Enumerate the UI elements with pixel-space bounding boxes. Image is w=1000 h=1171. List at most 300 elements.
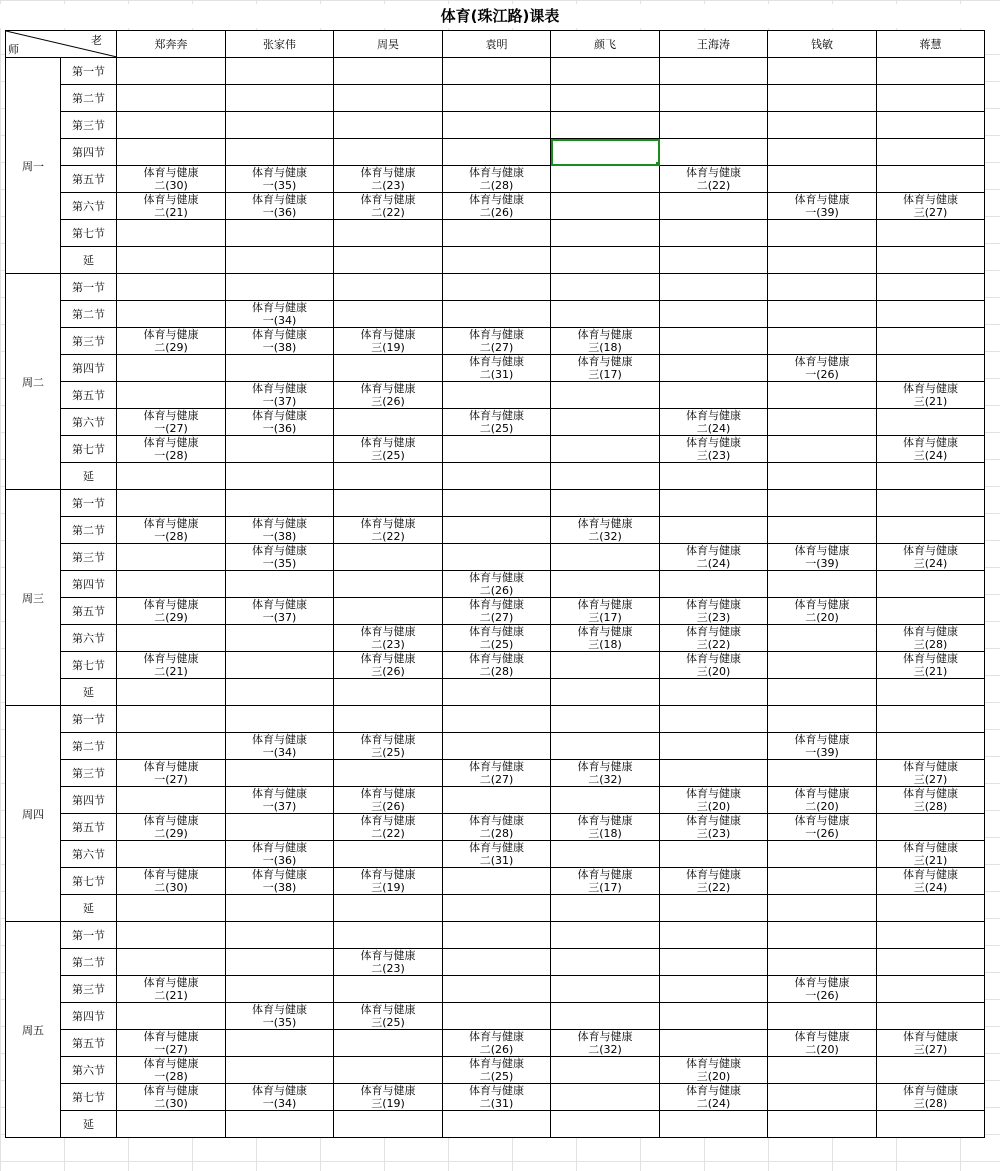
schedule-cell[interactable] (660, 382, 768, 409)
schedule-cell[interactable] (117, 247, 226, 274)
schedule-cell[interactable] (768, 895, 877, 922)
schedule-cell[interactable] (334, 544, 443, 571)
schedule-cell[interactable] (226, 760, 334, 787)
schedule-cell[interactable] (443, 85, 551, 112)
schedule-cell[interactable] (660, 1111, 768, 1138)
schedule-cell[interactable] (226, 328, 334, 355)
schedule-cell[interactable] (443, 598, 551, 625)
schedule-cell[interactable] (768, 868, 877, 895)
period-label[interactable]: 第四节 (61, 355, 117, 382)
schedule-cell[interactable] (551, 868, 660, 895)
period-label[interactable]: 第一节 (61, 706, 117, 733)
period-label[interactable]: 第一节 (61, 922, 117, 949)
schedule-cell[interactable] (551, 220, 660, 247)
schedule-cell[interactable] (443, 274, 551, 301)
schedule-cell[interactable] (660, 733, 768, 760)
schedule-cell[interactable] (226, 58, 334, 85)
schedule-cell[interactable] (334, 355, 443, 382)
day-label[interactable]: 周二 (6, 274, 61, 490)
schedule-cell[interactable] (877, 463, 985, 490)
period-label[interactable]: 第三节 (61, 544, 117, 571)
schedule-cell[interactable] (117, 760, 226, 787)
schedule-cell[interactable] (877, 436, 985, 463)
schedule-cell[interactable] (551, 733, 660, 760)
schedule-cell[interactable] (660, 85, 768, 112)
schedule-cell[interactable] (226, 949, 334, 976)
schedule-cell[interactable] (226, 652, 334, 679)
schedule-cell[interactable] (117, 166, 226, 193)
schedule-cell[interactable] (117, 922, 226, 949)
schedule-cell[interactable] (768, 328, 877, 355)
schedule-cell[interactable] (551, 1057, 660, 1084)
schedule-cell[interactable] (768, 814, 877, 841)
schedule-cell[interactable] (443, 1111, 551, 1138)
fill-handle[interactable] (656, 162, 660, 166)
schedule-cell[interactable] (334, 571, 443, 598)
schedule-cell[interactable] (660, 274, 768, 301)
period-label[interactable]: 第四节 (61, 1003, 117, 1030)
schedule-cell[interactable] (768, 976, 877, 1003)
schedule-cell[interactable] (660, 112, 768, 139)
schedule-cell[interactable] (334, 436, 443, 463)
schedule-cell[interactable] (226, 733, 334, 760)
schedule-cell[interactable] (768, 760, 877, 787)
schedule-cell[interactable] (877, 355, 985, 382)
schedule-cell[interactable] (660, 652, 768, 679)
schedule-cell[interactable] (877, 1084, 985, 1111)
schedule-cell[interactable] (768, 355, 877, 382)
schedule-cell[interactable] (877, 166, 985, 193)
schedule-cell[interactable] (768, 490, 877, 517)
period-label[interactable]: 第三节 (61, 328, 117, 355)
schedule-cell[interactable] (877, 544, 985, 571)
schedule-cell[interactable] (226, 625, 334, 652)
schedule-cell[interactable] (117, 571, 226, 598)
schedule-cell[interactable] (660, 598, 768, 625)
schedule-cell[interactable] (443, 517, 551, 544)
corner-header-cell[interactable] (6, 31, 117, 58)
schedule-cell[interactable] (334, 409, 443, 436)
schedule-cell[interactable] (443, 949, 551, 976)
schedule-cell[interactable] (660, 463, 768, 490)
schedule-cell[interactable] (117, 85, 226, 112)
schedule-cell[interactable] (768, 706, 877, 733)
period-label[interactable]: 第五节 (61, 598, 117, 625)
schedule-cell[interactable] (226, 463, 334, 490)
schedule-cell[interactable] (768, 1111, 877, 1138)
schedule-cell[interactable] (117, 868, 226, 895)
schedule-cell[interactable] (551, 463, 660, 490)
schedule-cell[interactable] (334, 679, 443, 706)
period-label[interactable]: 第六节 (61, 193, 117, 220)
schedule-cell[interactable] (334, 58, 443, 85)
schedule-cell[interactable] (117, 220, 226, 247)
schedule-cell[interactable] (117, 841, 226, 868)
period-label[interactable]: 第四节 (61, 139, 117, 166)
schedule-cell[interactable] (117, 58, 226, 85)
period-label[interactable]: 第四节 (61, 787, 117, 814)
schedule-cell[interactable] (877, 922, 985, 949)
schedule-cell[interactable] (443, 733, 551, 760)
schedule-cell[interactable] (660, 976, 768, 1003)
period-label[interactable]: 第七节 (61, 436, 117, 463)
schedule-cell[interactable] (334, 760, 443, 787)
schedule-cell[interactable] (443, 409, 551, 436)
period-label[interactable]: 第六节 (61, 409, 117, 436)
schedule-cell[interactable] (551, 517, 660, 544)
schedule-cell[interactable] (117, 274, 226, 301)
schedule-cell[interactable] (551, 112, 660, 139)
schedule-cell[interactable] (551, 922, 660, 949)
schedule-cell[interactable] (117, 814, 226, 841)
schedule-cell[interactable] (660, 1030, 768, 1057)
schedule-cell[interactable] (226, 247, 334, 274)
schedule-cell[interactable] (443, 490, 551, 517)
period-label[interactable]: 延 (61, 463, 117, 490)
schedule-cell[interactable] (226, 571, 334, 598)
schedule-cell[interactable] (226, 1084, 334, 1111)
schedule-cell[interactable] (660, 409, 768, 436)
period-label[interactable]: 第五节 (61, 1030, 117, 1057)
schedule-cell[interactable] (877, 706, 985, 733)
schedule-cell[interactable] (334, 301, 443, 328)
schedule-cell[interactable] (877, 1030, 985, 1057)
schedule-cell[interactable] (443, 787, 551, 814)
schedule-cell[interactable] (551, 166, 660, 193)
schedule-cell[interactable] (768, 679, 877, 706)
schedule-cell[interactable] (660, 625, 768, 652)
schedule-cell[interactable] (334, 193, 443, 220)
schedule-cell[interactable] (551, 679, 660, 706)
day-label[interactable]: 周一 (6, 58, 61, 274)
schedule-cell[interactable] (551, 841, 660, 868)
schedule-cell[interactable] (334, 976, 443, 1003)
schedule-cell[interactable] (660, 706, 768, 733)
schedule-cell[interactable] (551, 1030, 660, 1057)
schedule-cell[interactable] (443, 760, 551, 787)
schedule-cell[interactable] (660, 328, 768, 355)
schedule-cell[interactable] (117, 679, 226, 706)
schedule-cell[interactable] (117, 301, 226, 328)
schedule-cell[interactable] (117, 652, 226, 679)
teacher-header[interactable]: 王海涛 (660, 31, 768, 58)
schedule-cell[interactable] (334, 1111, 443, 1138)
period-label[interactable]: 第三节 (61, 760, 117, 787)
schedule-cell[interactable] (443, 814, 551, 841)
schedule-cell[interactable] (226, 868, 334, 895)
schedule-cell[interactable] (334, 1084, 443, 1111)
schedule-cell[interactable] (877, 490, 985, 517)
schedule-cell[interactable] (551, 598, 660, 625)
schedule-cell[interactable] (117, 787, 226, 814)
schedule-cell[interactable] (660, 895, 768, 922)
schedule-cell[interactable] (334, 949, 443, 976)
schedule-cell[interactable] (551, 760, 660, 787)
schedule-cell[interactable] (660, 1084, 768, 1111)
schedule-cell[interactable] (443, 139, 551, 166)
schedule-cell[interactable] (551, 949, 660, 976)
schedule-cell[interactable] (551, 328, 660, 355)
schedule-cell[interactable] (226, 85, 334, 112)
teacher-header[interactable]: 钱敏 (768, 31, 877, 58)
selected-cell[interactable] (551, 139, 660, 166)
schedule-cell[interactable] (768, 85, 877, 112)
period-label[interactable]: 第一节 (61, 274, 117, 301)
schedule-cell[interactable] (117, 112, 226, 139)
period-label[interactable]: 第二节 (61, 733, 117, 760)
teacher-header[interactable]: 张家伟 (226, 31, 334, 58)
schedule-cell[interactable] (443, 1084, 551, 1111)
schedule-cell[interactable] (551, 355, 660, 382)
schedule-cell[interactable] (226, 490, 334, 517)
schedule-cell[interactable] (226, 1030, 334, 1057)
schedule-cell[interactable] (768, 598, 877, 625)
schedule-cell[interactable] (334, 166, 443, 193)
schedule-cell[interactable] (443, 463, 551, 490)
schedule-cell[interactable] (660, 841, 768, 868)
period-label[interactable]: 第二节 (61, 301, 117, 328)
schedule-cell[interactable] (877, 58, 985, 85)
schedule-cell[interactable] (226, 301, 334, 328)
schedule-cell[interactable] (877, 301, 985, 328)
schedule-cell[interactable] (334, 247, 443, 274)
schedule-cell[interactable] (443, 355, 551, 382)
schedule-cell[interactable] (226, 436, 334, 463)
schedule-cell[interactable] (117, 328, 226, 355)
schedule-cell[interactable] (443, 112, 551, 139)
schedule-cell[interactable] (660, 949, 768, 976)
schedule-cell[interactable] (443, 220, 551, 247)
period-label[interactable]: 第七节 (61, 1084, 117, 1111)
schedule-cell[interactable] (443, 571, 551, 598)
period-label[interactable]: 第六节 (61, 841, 117, 868)
schedule-cell[interactable] (443, 1057, 551, 1084)
period-label[interactable]: 第二节 (61, 85, 117, 112)
schedule-cell[interactable] (443, 706, 551, 733)
schedule-cell[interactable] (334, 139, 443, 166)
schedule-cell[interactable] (660, 868, 768, 895)
schedule-cell[interactable] (660, 193, 768, 220)
schedule-cell[interactable] (226, 598, 334, 625)
schedule-cell[interactable] (117, 139, 226, 166)
schedule-cell[interactable] (768, 166, 877, 193)
schedule-cell[interactable] (768, 787, 877, 814)
schedule-cell[interactable] (551, 895, 660, 922)
period-label[interactable]: 延 (61, 679, 117, 706)
schedule-cell[interactable] (660, 301, 768, 328)
schedule-cell[interactable] (117, 1084, 226, 1111)
period-label[interactable]: 第七节 (61, 868, 117, 895)
schedule-cell[interactable] (334, 1003, 443, 1030)
schedule-cell[interactable] (660, 58, 768, 85)
period-label[interactable]: 第七节 (61, 220, 117, 247)
schedule-cell[interactable] (226, 409, 334, 436)
schedule-cell[interactable] (443, 922, 551, 949)
schedule-cell[interactable] (117, 1111, 226, 1138)
schedule-cell[interactable] (117, 436, 226, 463)
schedule-cell[interactable] (226, 544, 334, 571)
schedule-cell[interactable] (660, 220, 768, 247)
schedule-cell[interactable] (551, 652, 660, 679)
schedule-cell[interactable] (551, 625, 660, 652)
schedule-cell[interactable] (334, 85, 443, 112)
period-label[interactable]: 第三节 (61, 976, 117, 1003)
period-label[interactable]: 第一节 (61, 58, 117, 85)
schedule-cell[interactable] (226, 166, 334, 193)
schedule-cell[interactable] (877, 787, 985, 814)
schedule-cell[interactable] (551, 301, 660, 328)
schedule-cell[interactable] (334, 652, 443, 679)
schedule-cell[interactable] (334, 1057, 443, 1084)
schedule-cell[interactable] (117, 490, 226, 517)
schedule-cell[interactable] (877, 139, 985, 166)
schedule-cell[interactable] (334, 1030, 443, 1057)
schedule-cell[interactable] (877, 112, 985, 139)
schedule-cell[interactable] (877, 517, 985, 544)
schedule-cell[interactable] (226, 220, 334, 247)
schedule-cell[interactable] (768, 1003, 877, 1030)
schedule-cell[interactable] (117, 355, 226, 382)
schedule-cell[interactable] (443, 1003, 551, 1030)
schedule-cell[interactable] (443, 841, 551, 868)
schedule-cell[interactable] (551, 706, 660, 733)
schedule-cell[interactable] (443, 652, 551, 679)
schedule-cell[interactable] (226, 895, 334, 922)
schedule-cell[interactable] (551, 571, 660, 598)
schedule-cell[interactable] (551, 274, 660, 301)
schedule-cell[interactable] (117, 382, 226, 409)
schedule-cell[interactable] (443, 679, 551, 706)
schedule-cell[interactable] (551, 1111, 660, 1138)
schedule-cell[interactable] (768, 571, 877, 598)
schedule-cell[interactable] (768, 220, 877, 247)
schedule-cell[interactable] (334, 490, 443, 517)
schedule-cell[interactable] (660, 760, 768, 787)
schedule-cell[interactable] (768, 409, 877, 436)
schedule-cell[interactable] (768, 625, 877, 652)
schedule-cell[interactable] (443, 544, 551, 571)
schedule-cell[interactable] (226, 1111, 334, 1138)
schedule-cell[interactable] (443, 895, 551, 922)
period-label[interactable]: 第二节 (61, 517, 117, 544)
schedule-cell[interactable] (660, 436, 768, 463)
schedule-cell[interactable] (877, 598, 985, 625)
schedule-cell[interactable] (768, 1084, 877, 1111)
schedule-cell[interactable] (551, 85, 660, 112)
schedule-cell[interactable] (117, 733, 226, 760)
schedule-cell[interactable] (877, 625, 985, 652)
schedule-cell[interactable] (117, 706, 226, 733)
schedule-cell[interactable] (877, 1057, 985, 1084)
day-label[interactable]: 周四 (6, 706, 61, 922)
period-label[interactable]: 第一节 (61, 490, 117, 517)
schedule-cell[interactable] (768, 382, 877, 409)
schedule-cell[interactable] (117, 895, 226, 922)
schedule-cell[interactable] (443, 625, 551, 652)
schedule-cell[interactable] (877, 193, 985, 220)
schedule-cell[interactable] (768, 274, 877, 301)
schedule-cell[interactable] (660, 544, 768, 571)
schedule-cell[interactable] (551, 409, 660, 436)
schedule-cell[interactable] (660, 787, 768, 814)
schedule-cell[interactable] (334, 868, 443, 895)
schedule-cell[interactable] (117, 976, 226, 1003)
schedule-cell[interactable] (226, 139, 334, 166)
schedule-cell[interactable] (551, 382, 660, 409)
schedule-cell[interactable] (117, 463, 226, 490)
schedule-cell[interactable] (443, 868, 551, 895)
schedule-cell[interactable] (877, 733, 985, 760)
schedule-cell[interactable] (226, 382, 334, 409)
schedule-cell[interactable] (226, 355, 334, 382)
period-label[interactable]: 延 (61, 895, 117, 922)
period-label[interactable]: 第五节 (61, 814, 117, 841)
schedule-cell[interactable] (334, 220, 443, 247)
schedule-cell[interactable] (334, 922, 443, 949)
schedule-cell[interactable] (551, 814, 660, 841)
schedule-cell[interactable] (660, 679, 768, 706)
schedule-cell[interactable] (334, 517, 443, 544)
teacher-header[interactable]: 蒋慧 (877, 31, 985, 58)
period-label[interactable]: 第六节 (61, 1057, 117, 1084)
schedule-cell[interactable] (877, 976, 985, 1003)
period-label[interactable]: 第六节 (61, 625, 117, 652)
schedule-cell[interactable] (117, 1030, 226, 1057)
teacher-header[interactable]: 袁明 (443, 31, 551, 58)
schedule-cell[interactable] (877, 814, 985, 841)
schedule-cell[interactable] (660, 1003, 768, 1030)
schedule-cell[interactable] (768, 733, 877, 760)
teacher-header[interactable]: 颜飞 (551, 31, 660, 58)
schedule-cell[interactable] (117, 517, 226, 544)
schedule-cell[interactable] (877, 679, 985, 706)
period-label[interactable]: 延 (61, 1111, 117, 1138)
schedule-cell[interactable] (551, 193, 660, 220)
schedule-cell[interactable] (551, 1084, 660, 1111)
schedule-cell[interactable] (877, 760, 985, 787)
schedule-cell[interactable] (334, 814, 443, 841)
period-label[interactable]: 第五节 (61, 382, 117, 409)
schedule-cell[interactable] (877, 382, 985, 409)
schedule-cell[interactable] (660, 571, 768, 598)
schedule-cell[interactable] (768, 193, 877, 220)
period-label[interactable]: 第三节 (61, 112, 117, 139)
schedule-cell[interactable] (660, 139, 768, 166)
schedule-cell[interactable] (334, 112, 443, 139)
schedule-cell[interactable] (443, 166, 551, 193)
schedule-cell[interactable] (117, 193, 226, 220)
schedule-cell[interactable] (117, 625, 226, 652)
schedule-cell[interactable] (226, 706, 334, 733)
schedule-cell[interactable] (768, 922, 877, 949)
schedule-cell[interactable] (877, 949, 985, 976)
schedule-cell[interactable] (443, 382, 551, 409)
schedule-cell[interactable] (660, 1057, 768, 1084)
schedule-cell[interactable] (334, 274, 443, 301)
period-label[interactable]: 第五节 (61, 166, 117, 193)
schedule-cell[interactable] (877, 409, 985, 436)
schedule-cell[interactable] (768, 301, 877, 328)
teacher-header[interactable]: 郑奔奔 (117, 31, 226, 58)
schedule-cell[interactable] (768, 949, 877, 976)
schedule-cell[interactable] (551, 436, 660, 463)
schedule-cell[interactable] (443, 328, 551, 355)
schedule-cell[interactable] (443, 247, 551, 274)
schedule-cell[interactable] (226, 679, 334, 706)
schedule-cell[interactable] (877, 1111, 985, 1138)
schedule-cell[interactable] (768, 112, 877, 139)
schedule-cell[interactable] (226, 112, 334, 139)
